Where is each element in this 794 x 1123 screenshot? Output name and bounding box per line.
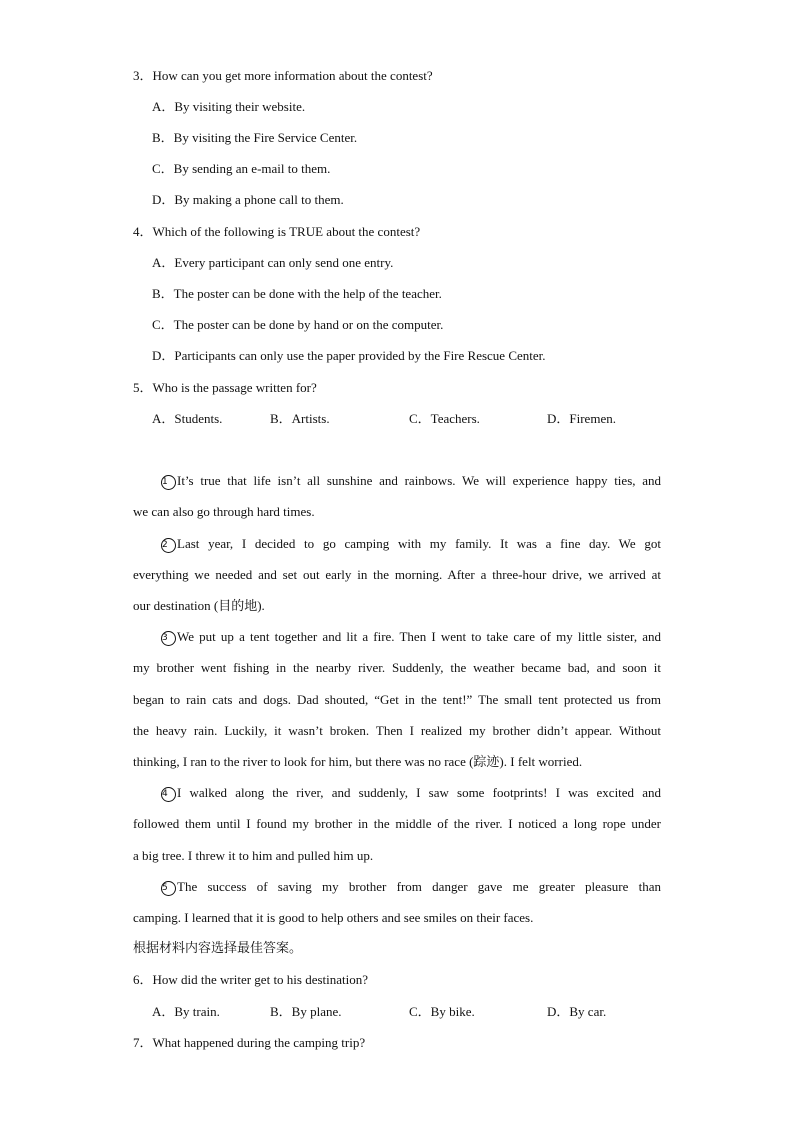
paragraph-5-line-2: camping. I learned that it is good to help others and see smiles on their faces. xyxy=(133,910,534,925)
paragraph-4-line-1 xyxy=(161,785,661,802)
paragraph-text: It’s true that life isn’t all sunshine and rainbows. We will experience happy ties, and xyxy=(177,473,661,488)
paragraph-text: I walked along the river, and suddenly, I saw some footprints! I was excited and xyxy=(177,785,661,800)
paragraph-4-line-2: followed them until I found my brother in the middle of the river. I noticed a long rope under xyxy=(133,816,661,831)
question-6-option-b: B．By plane. xyxy=(270,1004,342,1019)
paragraph-1-line-1 xyxy=(161,473,661,490)
paragraph-marker: 3 xyxy=(161,631,176,646)
paragraph-4-line-3: a big tree. I threw it to him and pulled him up. xyxy=(133,848,374,863)
question-7: 7．What happened during the camping trip? xyxy=(133,1035,366,1050)
question-6-option-a: A．By train. xyxy=(152,1004,220,1019)
question-3-option-c: C．By sending an e-mail to them. xyxy=(152,161,331,176)
question-6: 6．How did the writer get to his destination? xyxy=(133,972,369,987)
paragraph-2-line-1 xyxy=(161,536,661,553)
paragraph-3-line-1 xyxy=(161,629,661,646)
question-4: 4．Which of the following is TRUE about the contest? xyxy=(133,224,421,239)
question-4-option-a: A．Every participant can only send one entry. xyxy=(152,255,394,270)
question-5-option-c: C．Teachers. xyxy=(409,411,480,426)
question-6-option-d: D．By car. xyxy=(547,1004,607,1019)
paragraph-2-line-2: everything we needed and set out early in the morning. After a three-hour drive, we arrived at xyxy=(133,567,661,582)
paragraph-2-line-3: our destination (目的地). xyxy=(133,598,265,613)
question-5-option-d: D．Firemen. xyxy=(547,411,616,426)
paragraph-marker: 5 xyxy=(161,881,176,896)
question-5-option-a: A．Students. xyxy=(152,411,223,426)
question-3-option-a: A．By visiting their website. xyxy=(152,99,306,114)
paragraph-marker: 4 xyxy=(161,787,176,802)
question-3: 3．How can you get more information about the contest? xyxy=(133,68,433,83)
paragraph-text: The success of saving my brother from danger gave me greater pleasure than xyxy=(177,879,661,894)
instruction-text: 根据材料内容选择最佳答案。 xyxy=(133,941,303,956)
paragraph-marker: 1 xyxy=(161,475,176,490)
paragraph-5-line-1 xyxy=(161,879,661,896)
question-3-option-b: B．By visiting the Fire Service Center. xyxy=(152,130,358,145)
paragraph-text: We put up a tent together and lit a fire. Then I went to take care of my little sister, and xyxy=(177,629,661,644)
question-5-option-b: B．Artists. xyxy=(270,411,330,426)
paragraph-marker: 2 xyxy=(161,538,176,553)
question-4-option-d: D．Participants can only use the paper provided by the Fire Rescue Center. xyxy=(152,348,546,363)
paragraph-3-line-5: thinking, I ran to the river to look for him, but there was no race (踪迹). I felt worried. xyxy=(133,754,583,769)
paragraph-3-line-4: the heavy rain. Luckily, it wasn’t broken. Then I realized my brother didn’t appear. Without xyxy=(133,723,661,738)
question-4-option-b: B．The poster can be done with the help of the teacher. xyxy=(152,286,442,301)
question-6-option-c: C．By bike. xyxy=(409,1004,475,1019)
paragraph-3-line-3: began to rain cats and dogs. Dad shouted, “Get in the tent!” The small tent protected us from xyxy=(133,692,661,707)
question-5: 5．Who is the passage written for? xyxy=(133,380,317,395)
question-4-option-c: C．The poster can be done by hand or on the computer. xyxy=(152,317,444,332)
paragraph-text: Last year, I decided to go camping with my family. It was a fine day. We got xyxy=(177,536,661,551)
paragraph-3-line-2: my brother went fishing in the nearby river. Suddenly, the weather became bad, and soon it xyxy=(133,660,661,675)
paragraph-1-line-2: we can also go through hard times. xyxy=(133,504,315,519)
question-3-option-d: D．By making a phone call to them. xyxy=(152,192,344,207)
